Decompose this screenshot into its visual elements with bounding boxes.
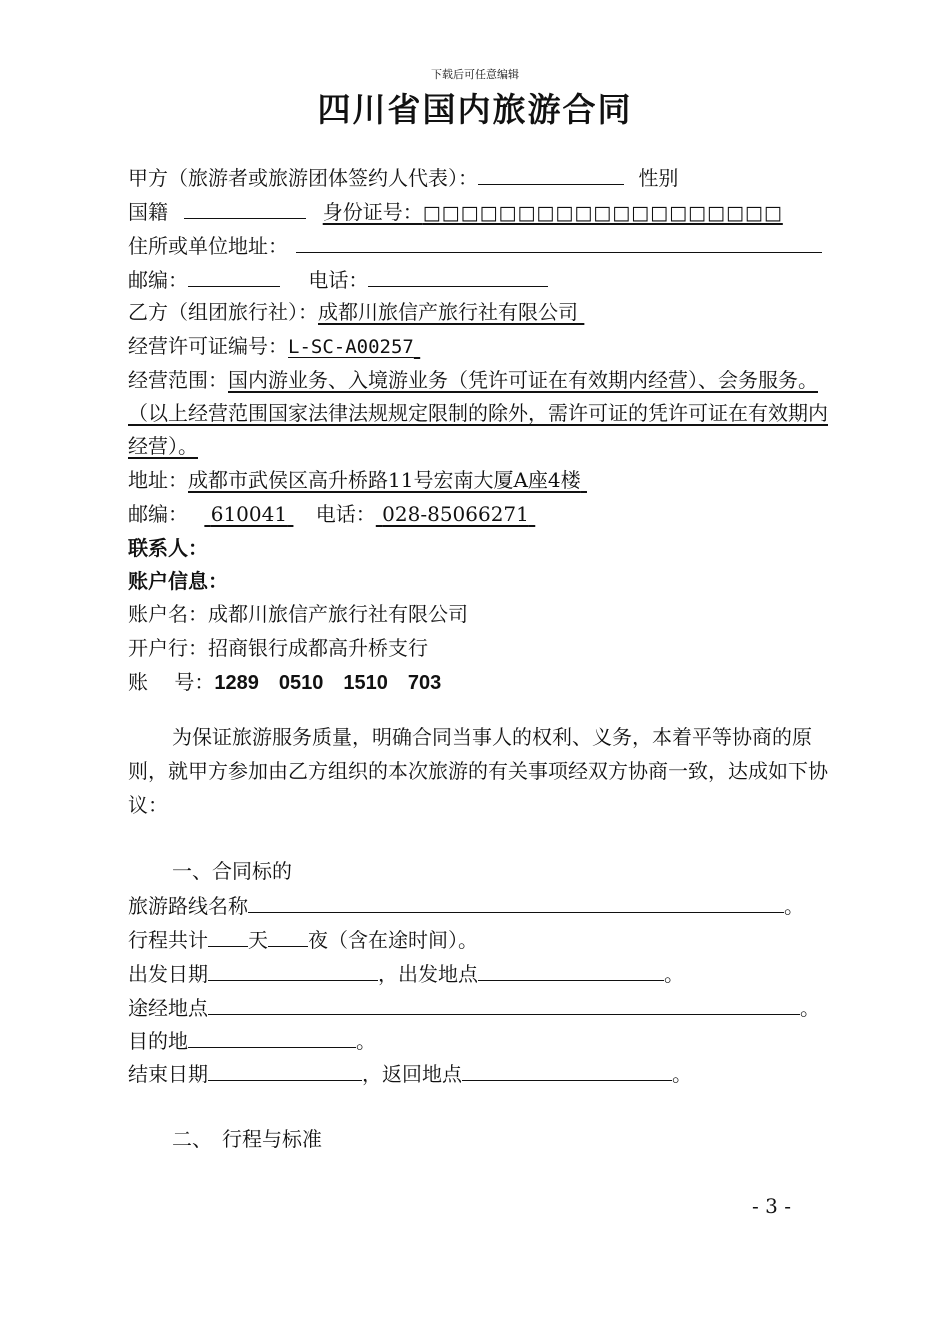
depart-date-label: 出发日期: [128, 962, 208, 986]
party-a-phone-label: 电话：: [308, 268, 369, 292]
bank-label: 开户行：: [128, 636, 208, 660]
end-date-blank[interactable]: [208, 1060, 362, 1081]
party-b-postcode: 610041: [210, 502, 288, 526]
id-label: 身份证号：: [322, 200, 423, 224]
period-day: 天: [248, 928, 268, 952]
bank-name: 招商银行成都高升桥支行: [208, 636, 428, 660]
via-row: 途经地点 。: [128, 996, 820, 1020]
account-name: 成都川旅信产旅行社有限公司: [208, 602, 468, 626]
party-b-label: 乙方（组团旅行社）：: [128, 300, 318, 324]
days-blank[interactable]: [208, 926, 248, 947]
period-night: 夜（含在途时间）。: [308, 928, 478, 952]
depart-place-blank[interactable]: [478, 960, 664, 981]
section1-heading: 一、合同标的: [172, 859, 292, 883]
party-a-name-blank[interactable]: [478, 164, 624, 185]
party-b-phone: 028-85066271: [382, 502, 529, 526]
destination-row: 目的地 。: [128, 1029, 376, 1053]
party-b-address-label: 地址：: [128, 468, 188, 492]
scope-label: 经营范围：: [128, 368, 228, 392]
via-label: 途经地点: [128, 996, 208, 1020]
nationality-label: 国籍: [128, 200, 168, 224]
account-number-row: [128, 669, 441, 696]
business-scope: [128, 364, 834, 463]
period-prefix: 行程共计: [128, 928, 208, 952]
license-number: L-SC-A00257: [288, 336, 414, 358]
end-date-label: 结束日期: [128, 1062, 208, 1086]
depart-date-blank[interactable]: [208, 960, 378, 981]
party-b-contact-row: [128, 501, 535, 527]
nights-blank[interactable]: [268, 926, 308, 947]
party-a-address-blank[interactable]: [296, 232, 822, 253]
party-a-phone-blank[interactable]: [368, 266, 548, 287]
via-blank[interactable]: [208, 994, 800, 1015]
party-b-name: 成都川旅信产旅行社有限公司: [318, 300, 578, 324]
party-a-postcode-blank[interactable]: [188, 266, 280, 287]
header-note: 下载后可任意编辑: [431, 68, 519, 81]
party-a-address-label: 住所或单位地址：: [128, 234, 288, 258]
contact-person-label: 联系人：: [128, 536, 208, 560]
id-boxes: □□□□□□□□□□□□□□□□□□□: [422, 202, 783, 224]
section2-heading: 二、 行程与标准: [172, 1127, 322, 1151]
party-b-address: 成都市武侯区高升桥路11号宏南大厦A座4楼: [188, 468, 581, 492]
party-b-row: [128, 299, 584, 325]
scope-text: 国内游业务、入境游业务（凭许可证在有效期内经营）、会务服务。（以上经营范围国家法律法规规定限制的除外，需许可证的凭许可证在有效期内经营）。: [128, 368, 828, 458]
license-label: 经营许可证编号：: [128, 334, 288, 358]
route-row: 旅游路线名称 。: [128, 894, 804, 918]
bank-row: [128, 635, 428, 661]
page-title: 四川省国内旅游合同: [317, 90, 633, 129]
destination-label: 目的地: [128, 1029, 188, 1053]
return-place-label: ，返回地点: [362, 1062, 462, 1086]
party-a-row: [128, 164, 678, 191]
page-number: - 3 -: [752, 1194, 791, 1218]
account-name-label: 账户名：: [128, 602, 208, 626]
party-b-postcode-label: 邮编：: [128, 502, 188, 526]
route-blank[interactable]: [248, 892, 784, 913]
return-place-blank[interactable]: [462, 1060, 672, 1081]
party-a-label: 甲方（旅游者或旅游团体签约人代表）：: [128, 166, 478, 190]
account-number: 1289 0510 1510 703: [214, 672, 442, 694]
gender-label: 性别: [638, 166, 679, 190]
destination-blank[interactable]: [188, 1027, 356, 1048]
party-b-phone-label: 电话：: [315, 502, 376, 526]
depart-place-label: ，出发地点: [378, 962, 478, 986]
account-info-label: 账户信息：: [128, 569, 228, 593]
intro-paragraph: 为保证旅游服务质量，明确合同当事人的权利、义务，本着平等协商的原则，就甲方参加由乙方组织的本次旅游的有关事项经双方协商一致，达成如下协议：: [128, 725, 828, 817]
party-a-address-row: [128, 232, 822, 259]
license-row: [128, 333, 420, 360]
account-name-row: [128, 601, 468, 627]
route-label: 旅游路线名称: [128, 894, 248, 918]
account-number-label: 账 号：: [128, 670, 215, 694]
end-row: 结束日期 ，返回地点 。: [128, 1062, 692, 1086]
nationality-blank[interactable]: [184, 198, 306, 219]
depart-row: 出发日期 ，出发地点 。: [128, 962, 684, 986]
period-row: [128, 926, 478, 953]
nationality-row: [128, 198, 783, 226]
party-b-address-row: [128, 467, 587, 493]
id-number-field[interactable]: [323, 200, 783, 224]
party-a-postcode-label: 邮编：: [128, 268, 188, 292]
party-a-contact-row: [128, 266, 548, 293]
